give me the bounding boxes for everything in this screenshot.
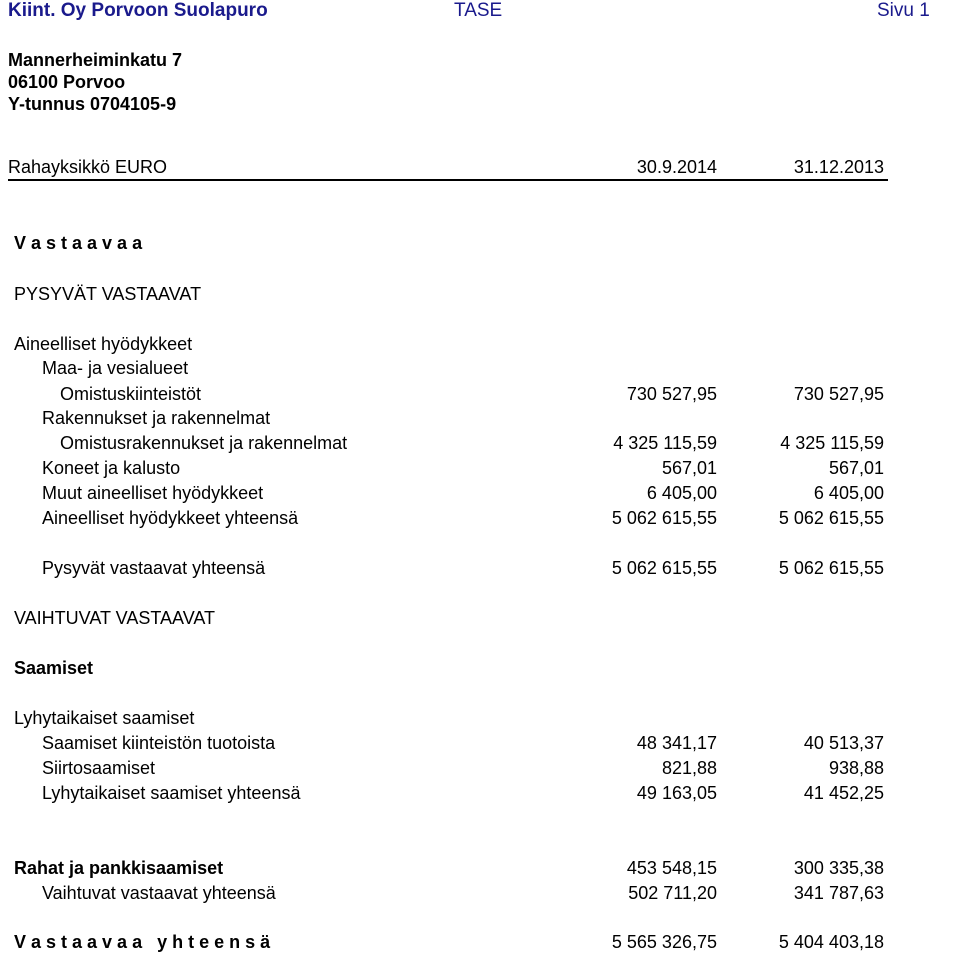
period-2-header: 31.12.2013	[793, 157, 884, 177]
row-label: VAIHTUVAT VASTAAVAT	[14, 608, 216, 628]
table-row	[0, 356, 960, 380]
table-row	[0, 731, 960, 755]
row-label: Saamiset kiinteistön tuotoista	[42, 733, 276, 753]
row-label: Vaihtuvat vastaavat yhteensä	[42, 883, 276, 903]
table-row	[0, 382, 960, 406]
row-label: Lyhytaikaiset saamiset yhteensä	[42, 783, 301, 803]
table-row	[0, 756, 960, 780]
value-period-2: 5 062 615,55	[778, 558, 884, 578]
row-label: Maa- ja vesialueet	[42, 358, 189, 378]
column-header-row	[8, 157, 888, 181]
period-1-header: 30.9.2014	[636, 157, 717, 177]
value-period-2: 4 325 115,59	[780, 433, 884, 453]
table-row	[0, 481, 960, 505]
table-row	[0, 431, 960, 455]
company-name: Kiint. Oy Porvoon Suolapuro	[8, 0, 268, 21]
table-row	[0, 930, 960, 954]
row-label: Rahat ja pankkisaamiset	[14, 858, 224, 878]
row-label: Siirtosaamiset	[42, 758, 156, 778]
value-period-1: 6 405,00	[646, 483, 717, 503]
row-label: V a s t a a v a a y h t e e n s ä	[14, 932, 271, 952]
row-label: Pysyvät vastaavat yhteensä	[42, 558, 266, 578]
row-label: Aineelliset hyödykkeet	[14, 334, 193, 354]
table-row	[0, 406, 960, 430]
table-row	[0, 606, 960, 630]
value-period-1: 4 325 115,59	[613, 433, 717, 453]
table-row	[0, 856, 960, 880]
value-period-1: 5 565 326,75	[611, 932, 717, 952]
table-row	[0, 456, 960, 480]
value-period-1: 567,01	[661, 458, 717, 478]
value-period-1: 5 062 615,55	[611, 508, 717, 528]
currency-label: Rahayksikkö EURO	[8, 157, 168, 177]
table-row	[0, 556, 960, 580]
row-label: Omistusrakennukset ja rakennelmat	[60, 433, 348, 453]
value-period-2: 5 404 403,18	[778, 932, 884, 952]
row-label: Lyhytaikaiset saamiset	[14, 708, 195, 728]
street-address: Mannerheiminkatu 7	[8, 50, 183, 70]
value-period-2: 6 405,00	[813, 483, 884, 503]
value-period-1: 453 548,15	[626, 858, 717, 878]
table-row	[0, 881, 960, 905]
row-label: Omistuskiinteistöt	[60, 384, 202, 404]
value-period-1: 48 341,17	[636, 733, 717, 753]
value-period-1: 730 527,95	[626, 384, 717, 404]
value-period-1: 5 062 615,55	[611, 558, 717, 578]
value-period-2: 938,88	[828, 758, 884, 778]
value-period-1: 49 163,05	[636, 783, 717, 803]
table-row	[0, 506, 960, 530]
value-period-2: 5 062 615,55	[778, 508, 884, 528]
table-row	[0, 332, 960, 356]
value-period-2: 341 787,63	[793, 883, 884, 903]
table-row	[0, 282, 960, 306]
row-label: Koneet ja kalusto	[42, 458, 181, 478]
value-period-1: 821,88	[661, 758, 717, 778]
value-period-2: 300 335,38	[793, 858, 884, 878]
page-number: Sivu 1	[877, 0, 930, 21]
document-title: TASE	[454, 0, 503, 21]
value-period-2: 567,01	[828, 458, 884, 478]
row-label: Rakennukset ja rakennelmat	[42, 408, 271, 428]
value-period-2: 41 452,25	[803, 783, 884, 803]
postal-city: 06100 Porvoo	[8, 72, 126, 92]
row-label: Saamiset	[14, 658, 94, 678]
table-row	[0, 656, 960, 680]
business-id: Y-tunnus 0704105-9	[8, 94, 177, 114]
row-label: V a s t a a v a a	[14, 233, 143, 253]
value-period-1: 502 711,20	[628, 883, 717, 903]
table-row	[0, 706, 960, 730]
table-row	[0, 231, 960, 255]
value-period-2: 730 527,95	[793, 384, 884, 404]
value-period-2: 40 513,37	[803, 733, 884, 753]
row-label: Aineelliset hyödykkeet yhteensä	[42, 508, 299, 528]
row-label: PYSYVÄT VASTAAVAT	[14, 284, 202, 304]
table-row	[0, 781, 960, 805]
row-label: Muut aineelliset hyödykkeet	[42, 483, 264, 503]
